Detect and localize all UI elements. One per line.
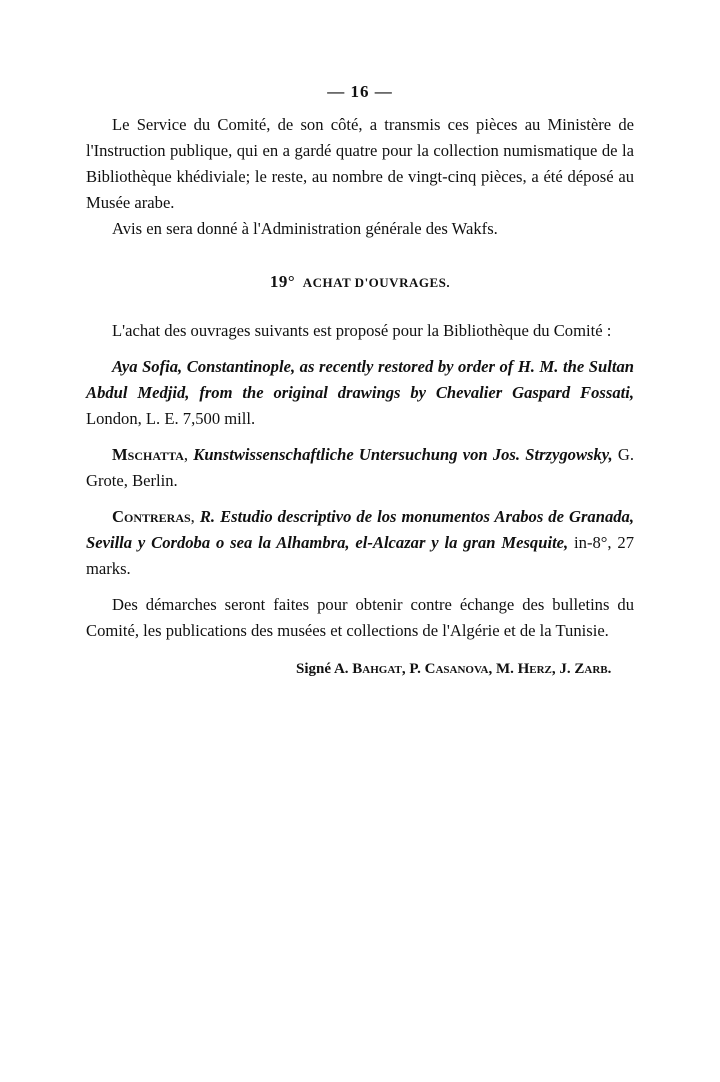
book-title: Kunstwissenschaftliche Untersuchung von Jos. Strzygowsky, <box>193 445 613 464</box>
page-number: — 16 — <box>327 82 393 101</box>
book-author: Mschatta <box>112 445 184 464</box>
signature-prefix: Signé <box>296 661 332 677</box>
section-title: ACHAT D'OUVRAGES. <box>302 275 451 290</box>
book-details: London, L. E. 7,500 mill. <box>86 409 256 428</box>
book-details: in-8°, 27 marks. <box>86 533 634 578</box>
signatory: J. Zarb <box>559 661 608 677</box>
book-entry <box>86 354 634 432</box>
book-title: R. Estudio descriptivo de los monumentos Arabos de Granada, Sevilla y Cordoba o sea la Alhambra, el-Alcazar y la gran Mesquite, <box>86 507 634 552</box>
book-author: Contreras <box>112 507 191 526</box>
closing-paragraph: Des démarches seront faites pour obtenir contre échange des bulletins du Comité, les publications des musées et collections de l'Algérie et de la Tunisie. <box>86 595 634 640</box>
book-entry: Contreras, R. Estudio descriptivo de los monumentos Arabos de Granada, Sevilla y Cordoba o sea la Alhambra, el-Alcazar y la gran Mesquite, in-8°, 27 marks. <box>86 507 634 578</box>
book-title: Aya Sofia, Constantinople, as recently restored by order of H. M. the Sultan Abdul Medjid, from the original drawings by Chevalier Gaspard Fossati, <box>86 357 634 402</box>
intro-paragraph-2: Avis en sera donné à l'Administration générale des Wakfs. <box>112 219 498 238</box>
intro-paragraph-1: Le Service du Comité, de son côté, a transmis ces pièces au Ministère de l'Instruction publique, qui en a gardé quatre pour la collection numismatique de la Bibliothèque khédiviale; le reste, au nombre de vingt-cinq pièces, a été déposé au Musée arabe. <box>86 115 634 212</box>
signature-line: Signé A. Bahgat, P. Casanova, M. Herz, J. Zarb. <box>296 661 612 677</box>
book-entry: Mschatta, Kunstwissenschaftliche Untersuchung von Jos. Strzygowsky, G. Grote, Berlin. <box>86 445 634 490</box>
document-page <box>86 82 634 680</box>
signatory: P. Casanova <box>409 661 489 677</box>
signatory: A. Bahgat <box>333 661 402 677</box>
signatory: M. Herz <box>495 661 552 677</box>
book-details: G. Grote, Berlin. <box>86 445 634 490</box>
section-heading <box>86 272 634 292</box>
section-number: 19° <box>269 272 296 291</box>
section-lead: L'achat des ouvrages suivants est proposé pour la Bibliothèque du Comité : <box>112 321 612 340</box>
